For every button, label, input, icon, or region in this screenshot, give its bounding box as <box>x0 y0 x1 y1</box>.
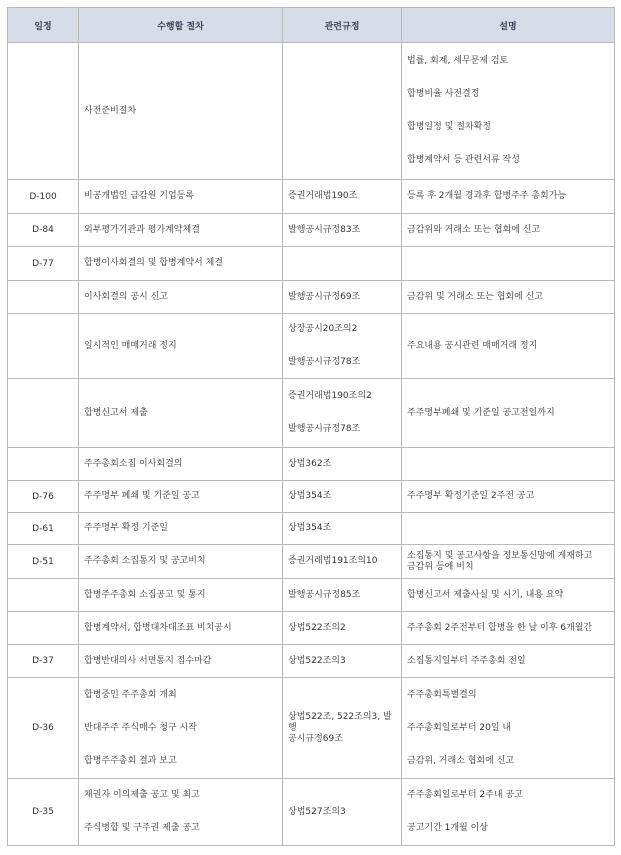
regulation-cell <box>283 645 402 678</box>
regulation-line: 상법354조 <box>288 523 332 533</box>
regulation-line: 증권거래법190조 <box>288 191 358 201</box>
table-row <box>8 513 615 545</box>
table-row <box>8 448 615 481</box>
regulation-cell <box>283 545 402 579</box>
table-row <box>8 645 615 678</box>
procedure-line: 사전준비절차 <box>84 105 137 116</box>
regulation-cell <box>283 448 402 481</box>
description-line: 금감위, 거래소 협회에 신고 <box>407 755 515 766</box>
procedure-line: 합병이사회결의 및 합병계약서 체결 <box>84 258 223 268</box>
header-description: 설명 <box>402 8 615 43</box>
procedure-cell <box>79 448 283 481</box>
procedure-cell <box>79 545 283 579</box>
regulation-line: 발행공시규정69조 <box>288 291 361 302</box>
procedure-cell <box>79 247 283 281</box>
procedure-cell <box>79 779 283 846</box>
schedule-cell: D-51 <box>8 545 79 579</box>
description-cell <box>402 779 615 846</box>
procedure-line: 합병계약서, 합병대차대조표 비치공시 <box>84 622 232 633</box>
description-cell <box>402 545 615 579</box>
description-line: 소집통지 및 공고사항을 정보통신망에 게재하고 <box>407 550 593 561</box>
procedure-line: 반대주주 주식매수 청구 시작 <box>84 722 197 733</box>
regulation-cell <box>283 314 402 379</box>
regulation-line: 공시규정69조 <box>288 733 343 744</box>
description-line: 금감위 등에 비치 <box>407 561 474 572</box>
procedure-line: 합병반대의사 서면통지 접수마감 <box>84 655 212 666</box>
procedure-cell <box>79 612 283 645</box>
schedule-cell: D-100 <box>8 180 79 214</box>
procedure-line: 비공개법인 금감원 기업등록 <box>84 191 195 201</box>
header-regulation: 관련규정 <box>283 8 402 43</box>
description-line: 합병비율 사전결정 <box>407 89 480 99</box>
regulation-cell <box>283 180 402 214</box>
table-row <box>8 247 615 281</box>
description-line: 주주명부 확정기준일 2주전 공고 <box>407 491 535 501</box>
description-line: 주주총회특별결의 <box>407 689 477 700</box>
description-cell <box>402 247 615 281</box>
description-cell <box>402 281 615 314</box>
table-row <box>8 379 615 448</box>
table-row <box>8 314 615 379</box>
header-procedure: 수행할 절차 <box>79 8 283 43</box>
description-line: 주요내용 공시관련 매매거래 정지 <box>407 340 538 351</box>
description-line: 법률, 회계, 세무문제 검토 <box>407 56 509 66</box>
regulation-line: 상법522조의2 <box>288 622 346 633</box>
procedure-line: 주주명부 폐쇄 및 기준일 공고 <box>84 491 200 501</box>
regulation-line: 증권거래법191조의10 <box>288 556 378 566</box>
table-row <box>8 612 615 645</box>
procedure-line: 일시적인 매매거래 정지 <box>84 340 177 351</box>
schedule-cell <box>8 579 79 612</box>
regulation-cell <box>283 612 402 645</box>
description-cell <box>402 645 615 678</box>
regulation-cell <box>283 281 402 314</box>
description-cell <box>402 448 615 481</box>
regulation-cell <box>283 43 402 180</box>
description-cell <box>402 214 615 247</box>
procedure-cell <box>79 645 283 678</box>
regulation-line: 발행공시규정78조 <box>288 424 361 434</box>
description-line: 합병신고서 제출사실 및 시기, 내용 요약 <box>407 589 564 600</box>
procedure-line: 이사회결의 공시 신고 <box>84 291 168 302</box>
schedule-cell <box>8 448 79 481</box>
procedure-cell <box>79 678 283 779</box>
schedule-cell: D-37 <box>8 645 79 678</box>
regulation-cell <box>283 579 402 612</box>
schedule-cell <box>8 379 79 448</box>
regulation-line: 증권거래법190조의2 <box>288 391 372 401</box>
table-row <box>8 579 615 612</box>
regulation-cell <box>283 513 402 545</box>
header-schedule: 일정 <box>8 8 79 43</box>
regulation-line: 발행공시규정78조 <box>288 357 361 367</box>
description-cell <box>402 314 615 379</box>
regulation-line: 상법362조 <box>288 458 332 469</box>
procedure-line: 합병주주총회 결과 보고 <box>84 755 177 766</box>
table-row <box>8 779 615 846</box>
regulation-cell <box>283 379 402 448</box>
table-row <box>8 678 615 779</box>
description-cell <box>402 612 615 645</box>
procedure-cell <box>79 379 283 448</box>
description-line: 공고기간 1개월 이상 <box>407 823 489 833</box>
regulation-line: 상법522조의3 <box>288 655 346 666</box>
procedure-line: 합병중인 주주총회 개최 <box>84 689 177 700</box>
description-cell <box>402 180 615 214</box>
table-row <box>8 180 615 214</box>
description-cell <box>402 678 615 779</box>
procedure-line: 합병신고서 제출 <box>84 407 148 418</box>
procedure-cell <box>79 513 283 545</box>
table-row <box>8 545 615 579</box>
procedure-cell <box>79 214 283 247</box>
schedule-cell: D-61 <box>8 513 79 545</box>
description-line: 금감위 및 거래소 또는 협회에 신고 <box>407 291 544 302</box>
schedule-cell: D-36 <box>8 678 79 779</box>
table-row <box>8 43 615 180</box>
procedure-cell <box>79 180 283 214</box>
schedule-cell <box>8 281 79 314</box>
regulation-cell <box>283 481 402 513</box>
schedule-cell: D-77 <box>8 247 79 281</box>
table-row <box>8 281 615 314</box>
procedure-line: 합병주주총회 소집공고 및 통지 <box>84 589 206 600</box>
merger-procedure-table <box>7 7 615 846</box>
procedure-cell <box>79 281 283 314</box>
description-cell <box>402 481 615 513</box>
description-cell <box>402 379 615 448</box>
procedure-line: 주주총회소집 이사회결의 <box>84 458 183 469</box>
description-line: 소집통지일부터 주주총회 전일 <box>407 655 526 666</box>
schedule-cell <box>8 314 79 379</box>
schedule-cell: D-84 <box>8 214 79 247</box>
procedure-line: 주식병합 및 구주권 제출 공고 <box>84 823 200 833</box>
procedure-line: 주주총회 소집통지 및 공고비치 <box>84 556 206 566</box>
table-row <box>8 214 615 247</box>
table-row <box>8 481 615 513</box>
procedure-line: 외부평가기관과 평가계약체결 <box>84 224 200 235</box>
regulation-line: 발행공시규정85조 <box>288 589 361 600</box>
regulation-line: 상법522조, 522조의3, 발행 <box>288 711 392 733</box>
description-cell <box>402 43 615 180</box>
regulation-line: 상법527조의3 <box>288 806 346 817</box>
description-line: 합병계약서 등 관련서류 작성 <box>407 155 520 165</box>
description-cell <box>402 579 615 612</box>
description-line: 등록 후 2개월 경과후 합병주주 총회가능 <box>407 191 567 201</box>
header-row <box>8 8 615 43</box>
regulation-cell <box>283 779 402 846</box>
schedule-cell <box>8 43 79 180</box>
description-line: 주주총회 2주전부터 합병을 한 날 이후 6개월간 <box>407 622 593 633</box>
schedule-cell: D-76 <box>8 481 79 513</box>
description-line: 합병일정 및 절차확정 <box>407 122 491 132</box>
description-line: 주주명부폐쇄 및 기준일 공고전일까지 <box>407 407 555 418</box>
procedure-cell <box>79 43 283 180</box>
schedule-cell <box>8 612 79 645</box>
regulation-line: 상법354조 <box>288 491 332 501</box>
procedure-cell <box>79 579 283 612</box>
procedure-line: 채권자 이의제출 공고 및 최고 <box>84 790 200 800</box>
description-line: 금감위와 거래소 또는 협회에 신고 <box>407 224 541 235</box>
regulation-cell <box>283 247 402 281</box>
description-line: 주주총회일로부터 2주내 공고 <box>407 790 523 800</box>
regulation-line: 상장공시20조의2 <box>288 324 358 334</box>
regulation-line: 발행공시규정83조 <box>288 224 361 235</box>
description-cell <box>402 513 615 545</box>
procedure-cell <box>79 314 283 379</box>
regulation-cell <box>283 678 402 779</box>
procedure-line: 주주명부 확정 기준일 <box>84 523 168 533</box>
schedule-cell: D-35 <box>8 779 79 846</box>
procedure-cell <box>79 481 283 513</box>
description-line: 주주총회일로부터 20일 내 <box>407 722 512 733</box>
regulation-cell <box>283 214 402 247</box>
